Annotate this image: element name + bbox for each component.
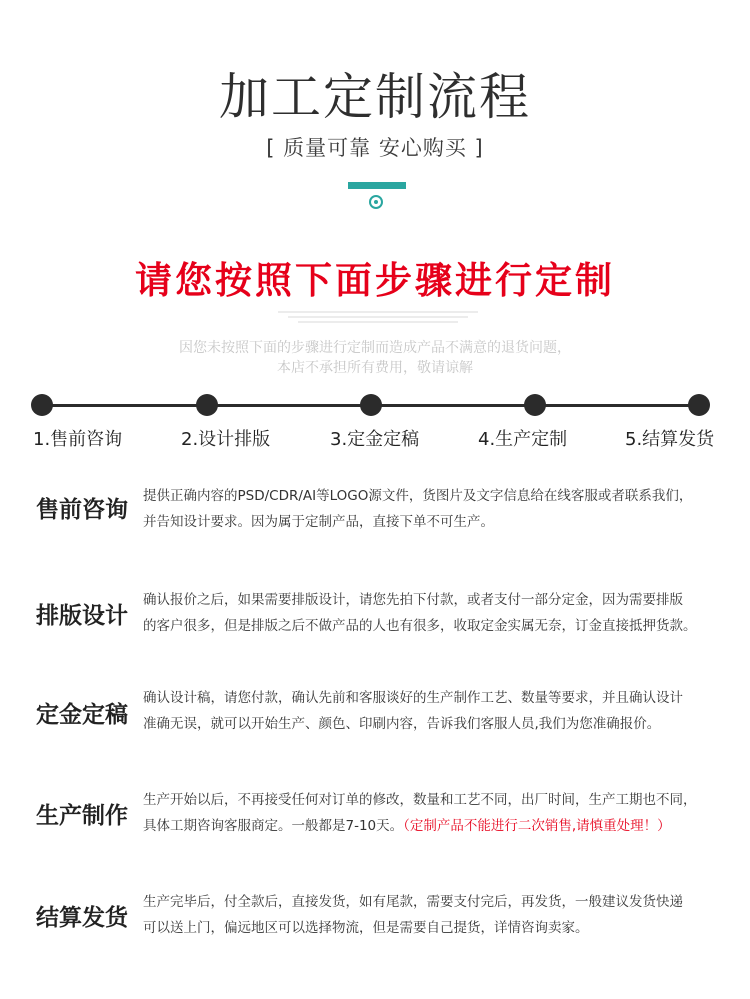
section-body-presales — [143, 483, 723, 535]
section-line: 提供正确内容的PSD/CDR/AI等LOGO源文件，货图片及文字信息给在线客服或者联系我们， — [143, 488, 693, 504]
timeline-dot — [688, 394, 710, 416]
section-title-deposit: 定金定稿 — [36, 702, 128, 728]
step-label: 4.生产定制 — [478, 429, 568, 450]
section-title-presales: 售前咨询 — [36, 497, 128, 523]
section-line: 确认报价之后，如果需要排版设计，请您先拍下付款，或者支付一部分定金，因为需要排版 — [143, 592, 683, 608]
section-line: 确认设计稿，请您付款，确认先前和客服谈好的生产制作工艺、数量等要求，并且确认设计 — [143, 690, 683, 706]
page-subtitle: [ 质量可靠 安心购买 ] — [266, 136, 484, 160]
section-title-settlement: 结算发货 — [36, 905, 128, 931]
section-line — [143, 813, 723, 839]
accent-divider — [348, 182, 406, 189]
section-line: 准确无误，就可以开始生产、颜色、印刷内容，告诉我们客服人员,我们为您准确报价。 — [143, 716, 661, 732]
timeline-dot — [31, 394, 53, 416]
step-label: 1.售前咨询 — [33, 429, 123, 450]
warning-text: （定制产品不能进行二次销售,请慎重处理！） — [403, 818, 671, 834]
page-title: 加工定制流程 — [219, 68, 531, 126]
notice — [0, 338, 750, 378]
section-body-layout — [143, 587, 723, 639]
section-line: 并告知设计要求。因为属于定制产品，直接下单不可生产。 — [143, 514, 494, 530]
step-label: 2.设计排版 — [181, 429, 271, 450]
section-body-production — [143, 787, 723, 839]
section-body-deposit — [143, 685, 723, 737]
decorative-lines — [278, 308, 478, 326]
section-line: 生产开始以后，不再接受任何对订单的修改，数量和工艺不同，出厂时间，生产工期也不同， — [143, 792, 697, 808]
section-title-layout: 排版设计 — [36, 603, 128, 629]
section-body-settlement — [143, 889, 723, 941]
notice-line-1: 因您未按照下面的步骤进行定制而造成产品不满意的退货问题， — [179, 340, 571, 356]
ring-icon — [369, 195, 383, 209]
section-title-production: 生产制作 — [36, 803, 128, 829]
step-label: 3.定金定稿 — [330, 429, 420, 450]
section-line: 可以送上门，偏远地区可以选择物流，但是需要自己提货，详情咨询卖家。 — [143, 920, 589, 936]
section-line: 生产完毕后，付全款后，直接发货，如有尾款，需要支付完后，再发货，一般建议发货快递 — [143, 894, 683, 910]
headline: 请您按照下面步骤进行定制 — [135, 259, 615, 302]
section-line-text: 具体工期咨询客服商定。一般都是7-10天。 — [143, 818, 404, 834]
step-label: 5.结算发货 — [625, 429, 715, 450]
timeline-dot — [196, 394, 218, 416]
notice-line-2: 本店不承担所有费用，敬请谅解 — [277, 360, 473, 376]
timeline-dot — [524, 394, 546, 416]
section-line: 的客户很多，但是排版之后不做产品的人也有很多，收取定金实属无奈，订金直接抵押货款。 — [143, 618, 697, 634]
timeline-dot — [360, 394, 382, 416]
